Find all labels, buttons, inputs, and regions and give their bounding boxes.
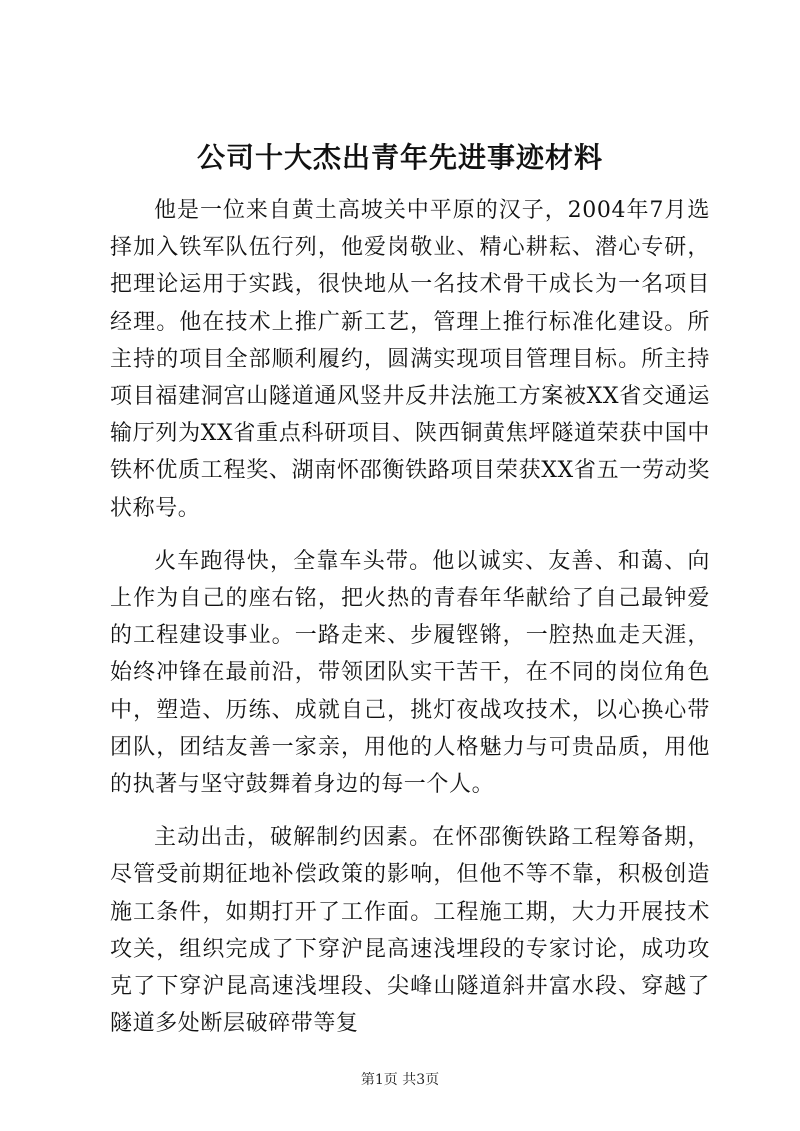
page-footer (0, 1070, 800, 1090)
page-number-label: 第1页 共3页 (360, 1072, 440, 1088)
document-body (110, 192, 710, 1042)
body-paragraph-2: 火车跑得快，全靠车头带。他以诚实、友善、和蔼、向上作为自己的座右铭，把火热的青春年华献给了自己最钟爱的工程建设事业。一路走来、步履铿锵，一腔热血走天涯，始终冲锋在最前沿，带领团队实干苦干，在不同的岗位角色中，塑造、历练、成就自己，挑灯夜战攻技术，以心换心带团队，团结友善一家亲，用他的人格魅力与可贵品质，用他的执著与坚守鼓舞着身边的每一个人。 (110, 548, 710, 798)
document-title: 公司十大杰出青年先进事迹材料 (196, 141, 603, 174)
body-paragraph-3: 主动出击，破解制约因素。在怀邵衡铁路工程筹备期，尽管受前期征地补偿政策的影响，但他不等不靠，积极创造施工条件，如期打开了工作面。工程施工期，大力开展技术攻关，组织完成了下穿沪昆高速浅埋段的专家讨论，成功攻克了下穿沪昆高速浅埋段、尖峰山隧道斜井富水段、穿越了隧道多处断层破碎带等复 (110, 825, 710, 1037)
body-paragraph-1: 他是一位来自黄土高坡关中平原的汉子，2004年7月选择加入铁军队伍行列，他爱岗敬业、精心耕耘、潜心专研，把理论运用于实践，很快地从一名技术骨干成长为一名项目经理。他在技术上推广新工艺，管理上推行标准化建设。所主持的项目全部顺利履约，圆满实现项目管理目标。所主持项目福建洞宫山隧道通风竖井反井法施工方案被XX省交通运输厅列为XX省重点科研项目、陕西铜黄焦坪隧道荣获中国中铁杯优质工程奖、湖南怀邵衡铁路项目荣获XX省五一劳动奖状称号。 (110, 198, 710, 521)
